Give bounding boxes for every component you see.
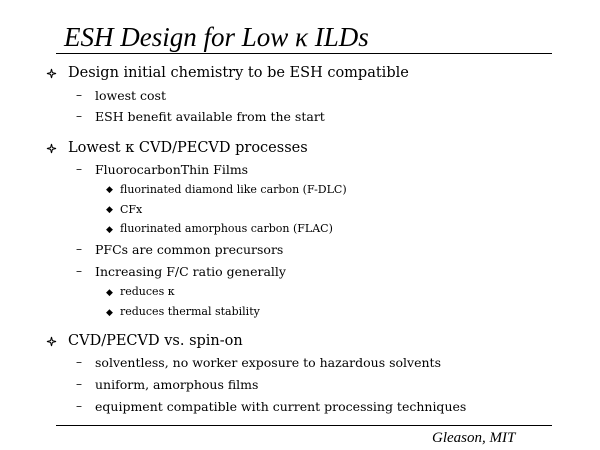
- footer-credit: Gleason, MIT: [432, 430, 516, 446]
- dash-bullet-icon: –: [76, 88, 82, 102]
- section-3-item-3: equipment compatible with current processing techniques: [95, 399, 467, 414]
- filled-diamond-icon: ◆: [106, 225, 113, 235]
- section-3-item-2: uniform, amorphous films: [95, 377, 259, 392]
- section-2-subitem-1: fluorinated diamond like carbon (F-DLC): [120, 183, 347, 196]
- filled-diamond-icon: ◆: [106, 288, 113, 298]
- section-1-item-2: ESH benefit available from the start: [95, 109, 325, 124]
- dash-bullet-icon: –: [76, 264, 82, 278]
- filled-diamond-icon: ◆: [106, 185, 113, 195]
- dash-bullet-icon: –: [76, 109, 82, 123]
- section-2-subitem-5: reduces thermal stability: [120, 305, 260, 318]
- section-2-subitem-2: CFx: [120, 203, 143, 216]
- filled-diamond-icon: ◆: [106, 308, 113, 318]
- diamond-bullet-icon: [46, 68, 57, 79]
- section-2-subitem-4: reduces κ: [120, 285, 175, 298]
- section-2-item-2: PFCs are common precursors: [95, 242, 284, 257]
- dash-bullet-icon: –: [76, 377, 82, 391]
- section-3-heading: CVD/PECVD vs. spin-on: [68, 333, 243, 349]
- dash-bullet-icon: –: [76, 242, 82, 256]
- dash-bullet-icon: –: [76, 355, 82, 369]
- section-2-heading: Lowest κ CVD/PECVD processes: [68, 140, 308, 156]
- section-3-item-1: solventless, no worker exposure to hazardous solvents: [95, 355, 441, 370]
- section-1-item-1: lowest cost: [95, 88, 166, 103]
- diamond-bullet-icon: [46, 143, 57, 154]
- footer-rule: [56, 425, 552, 426]
- diamond-bullet-icon: [46, 336, 57, 347]
- section-1-heading: Design initial chemistry to be ESH compatible: [68, 65, 409, 81]
- slide-title: ESH Design for Low κ ILDs: [64, 22, 369, 52]
- section-2-item-3: Increasing F/C ratio generally: [95, 264, 286, 279]
- title-rule: [56, 53, 552, 54]
- filled-diamond-icon: ◆: [106, 205, 113, 215]
- dash-bullet-icon: –: [76, 399, 82, 413]
- section-2-subitem-3: fluorinated amorphous carbon (FLAC): [120, 222, 333, 235]
- section-2-item-1: FluorocarbonThin Films: [95, 162, 249, 177]
- dash-bullet-icon: –: [76, 162, 82, 176]
